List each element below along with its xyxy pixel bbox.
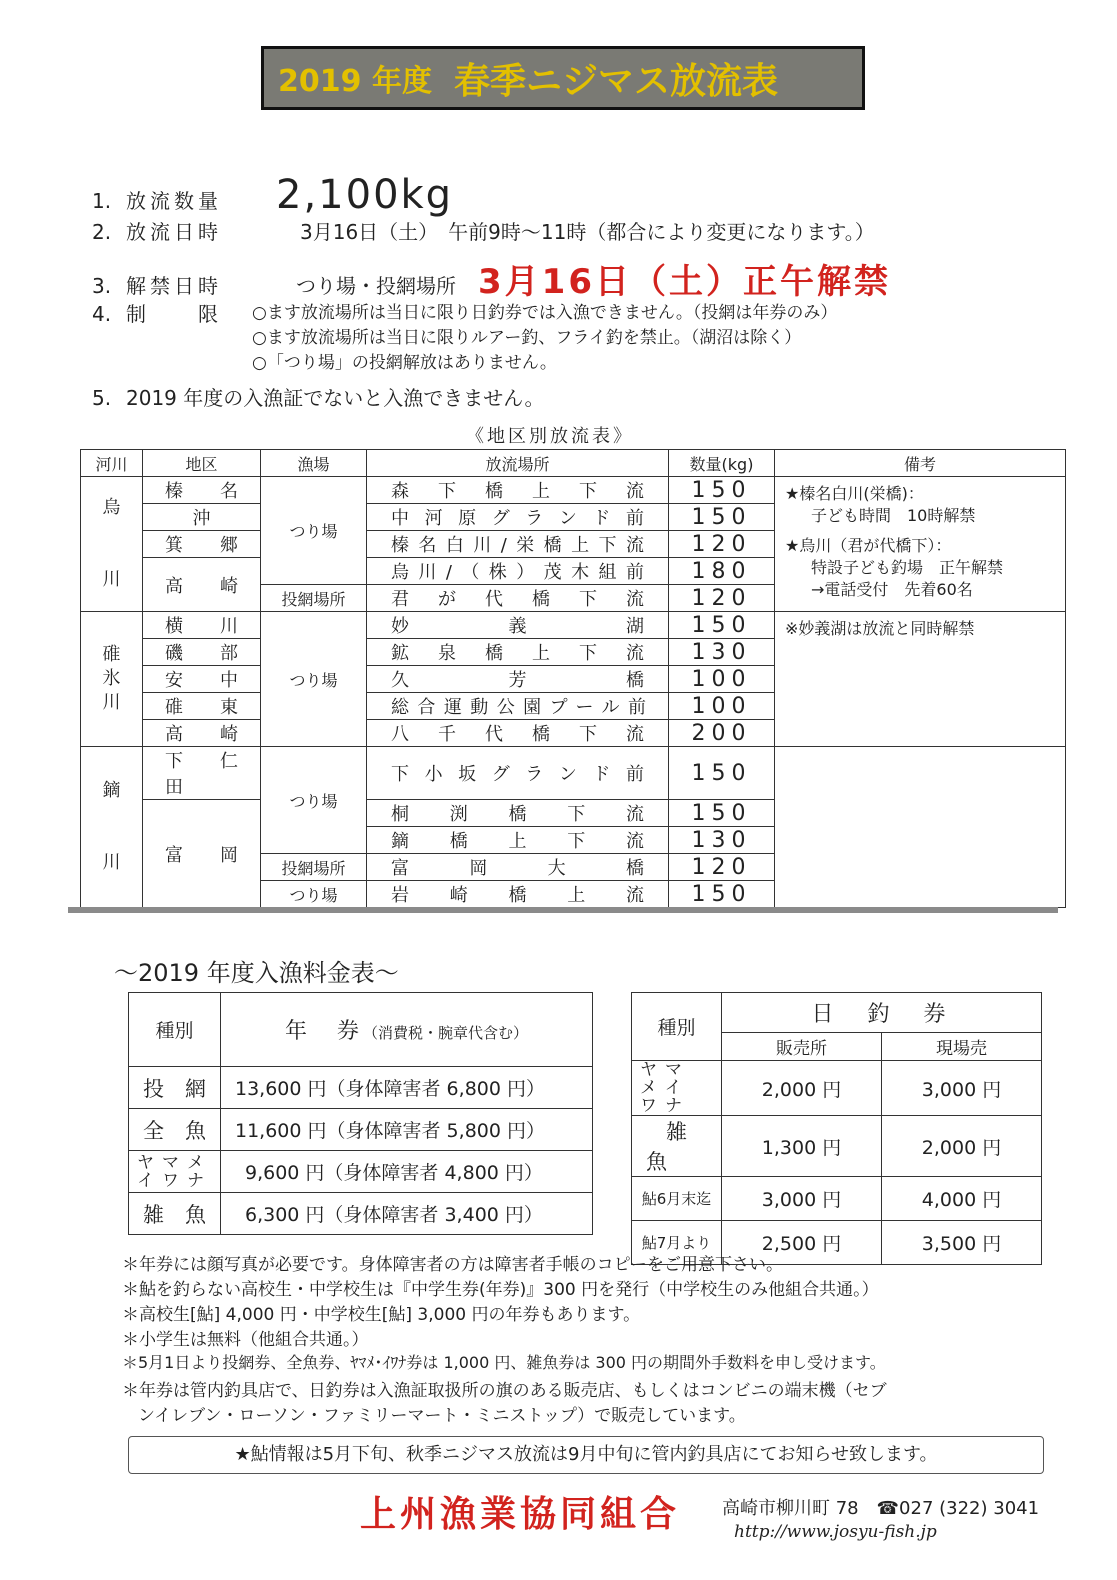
- annual-price: 11,600 円（身体障害者 5,800 円）: [221, 1109, 593, 1151]
- annual-price: 9,600 円（身体障害者 4,800 円）: [221, 1151, 593, 1193]
- table-header-row: [81, 450, 1066, 477]
- table-header-row: [632, 993, 1042, 1033]
- place-cell: 烏川/（株）茂木組前: [367, 558, 669, 585]
- district-cell: 箕 郷: [143, 531, 261, 558]
- col-notes: 備考: [775, 450, 1066, 477]
- daily-store-price: 3,000 円: [722, 1177, 882, 1221]
- annual-kind: 投 網: [129, 1067, 221, 1109]
- district-cell: 高 崎: [143, 558, 261, 612]
- district-cell: 高 崎: [143, 720, 261, 747]
- organization-address: 高崎市柳川町 78 ☎027 (322) 3041: [722, 1498, 1040, 1519]
- place-cell: 榛名白川/栄橋上下流: [367, 531, 669, 558]
- annual-fee-table: [128, 992, 593, 1235]
- table-row: [81, 477, 1066, 504]
- place-cell: 岩崎橋上流: [367, 881, 669, 908]
- table-row: [632, 1116, 1042, 1177]
- qty-cell: 150: [669, 477, 775, 504]
- notes-usui: ※妙義湖は放流と同時解禁: [775, 612, 1066, 747]
- daily-store-header: 販売所: [722, 1033, 882, 1061]
- table-row: [81, 747, 1066, 800]
- table-row: [129, 1067, 593, 1109]
- table-row: [632, 1177, 1042, 1221]
- place-cell: 下小坂グランド前: [367, 747, 669, 800]
- daily-kind: 鮎6月末迄: [632, 1177, 722, 1221]
- qty-cell: 120: [669, 531, 775, 558]
- qty-cell: 150: [669, 800, 775, 827]
- district-cell: 磯 部: [143, 639, 261, 666]
- fee-heading: 〜2019 年度入漁料金表〜: [114, 959, 399, 987]
- qty-cell: 130: [669, 827, 775, 854]
- fishing-cell: 投網場所: [261, 585, 367, 612]
- annual-header: 年 券（消費税・腕章代含む）: [221, 993, 593, 1067]
- qty-cell: 150: [669, 881, 775, 908]
- daily-onsite-price: 3,000 円: [882, 1061, 1042, 1116]
- title-year: 2019 年度: [278, 64, 432, 99]
- table-row: [81, 612, 1066, 639]
- daily-onsite-header: 現場売: [882, 1033, 1042, 1061]
- table-header-row: [129, 993, 593, 1067]
- place-cell: 総合運動公園プール前: [367, 693, 669, 720]
- daily-store-price: 2,000 円: [722, 1061, 882, 1116]
- place-cell: 桐渕橋下流: [367, 800, 669, 827]
- annual-price: 6,300 円（身体障害者 3,400 円）: [221, 1193, 593, 1235]
- daily-fee-table: [631, 992, 1042, 1265]
- limit-1: ○ます放流場所は当日に限り日釣券では入漁できません。（投網は年券のみ）: [252, 303, 838, 323]
- qty-cell: 150: [669, 504, 775, 531]
- release-table-heading: 《地区別放流表》: [466, 426, 634, 447]
- district-cell: 碓 東: [143, 693, 261, 720]
- daily-kind: 雑 魚: [632, 1116, 722, 1177]
- annual-kind: 雑 魚: [129, 1193, 221, 1235]
- qty-cell: 100: [669, 693, 775, 720]
- daily-kind: 鮎7月より: [632, 1221, 722, 1265]
- place-cell: 八千代橋下流: [367, 720, 669, 747]
- place-cell: 鏑橋上下流: [367, 827, 669, 854]
- river-karasu: 烏 川: [81, 477, 143, 612]
- item-2: 2. 放流日時 3月16日（土） 午前9時〜11時（都合により変更になります。）: [92, 220, 875, 244]
- info-banner: ★鮎情報は5月下旬、秋季ニジマス放流は9月中旬に管内釣具店にてお知らせ致します。: [128, 1436, 1044, 1474]
- col-place: 放流場所: [367, 450, 669, 477]
- title-banner: [261, 46, 865, 110]
- fishing-cell: つり場: [261, 612, 367, 747]
- fishing-cell: つり場: [261, 477, 367, 585]
- organization-name: 上州漁業協同組合: [360, 1494, 681, 1535]
- annual-kind: ヤマメイワナ: [129, 1151, 221, 1193]
- daily-onsite-price: 2,000 円: [882, 1116, 1042, 1177]
- annual-kind: 全 魚: [129, 1109, 221, 1151]
- place-cell: 森下橋上下流: [367, 477, 669, 504]
- daily-kind-header: 種別: [632, 993, 722, 1061]
- daily-onsite-price: 4,000 円: [882, 1177, 1042, 1221]
- release-datetime: 3月16日（土） 午前9時〜11時（都合により変更になります。）: [300, 220, 875, 244]
- qty-cell: 120: [669, 854, 775, 881]
- note-line: ＊鮎を釣らない高校生・中学校生は『中学生券(年券)』300 円を発行（中学校生のみ他組合共通。）: [122, 1280, 879, 1300]
- daily-store-price: 2,500 円: [722, 1221, 882, 1265]
- district-cell: 富 岡: [143, 800, 261, 908]
- col-qty: 数量(kg): [669, 450, 775, 477]
- river-kabura: 鏑 川: [81, 747, 143, 908]
- item-5: 5. 2019 年度の入漁証でないと入漁できません。: [92, 386, 545, 410]
- item-3: 3. 解禁日時 つり場・投網場所 3月16日（土）正午解禁: [92, 262, 891, 302]
- qty-cell: 120: [669, 585, 775, 612]
- col-river: 河川: [81, 450, 143, 477]
- place-cell: 鉱泉橋上下流: [367, 639, 669, 666]
- qty-cell: 150: [669, 747, 775, 800]
- qty-cell: 150: [669, 612, 775, 639]
- col-fishing: 漁場: [261, 450, 367, 477]
- limit-2: ○ます放流場所は当日に限りルアー釣、フライ釣を禁止。（湖沼は除く）: [252, 328, 802, 348]
- fishing-cell: つり場: [261, 747, 367, 854]
- limit-3: ○「つり場」の投網解放はありません。: [252, 353, 557, 373]
- note-line: ンイレブン・ローソン・ファミリーマート・ミニストップ）で販売しています。: [138, 1406, 746, 1426]
- note-line: ＊年券は管内釣具店で、日釣券は入漁証取扱所の旗のある販売店、もしくはコンビニの端末機（セブ: [122, 1381, 887, 1401]
- qty-cell: 200: [669, 720, 775, 747]
- table-row: [129, 1109, 593, 1151]
- note-line: ＊高校生[鮎] 4,000 円・中学校生[鮎] 3,000 円の年券もあります。: [122, 1305, 641, 1325]
- district-cell: 横 川: [143, 612, 261, 639]
- fishing-cell: つり場: [261, 881, 367, 908]
- table-row: [129, 1151, 593, 1193]
- item-1: 1. 放流数量 2,100kg: [92, 172, 454, 218]
- table-row: [632, 1061, 1042, 1116]
- place-cell: 中河原グランド前: [367, 504, 669, 531]
- note-line: ＊5月1日より投網券、全魚券、ﾔﾏﾒ･ｲﾜﾅ券は 1,000 円、雑魚券は 300 円の期間外手数料を申し受けます。: [122, 1353, 886, 1372]
- annual-kind-header: 種別: [129, 993, 221, 1067]
- daily-header: 日 釣 券: [722, 993, 1042, 1033]
- item-4: 4. 制 限: [92, 302, 222, 326]
- note-line: ＊年券には顔写真が必要です。身体障害者の方は障害者手帳のコピーをご用意下さい。: [122, 1255, 783, 1275]
- col-district: 地区: [143, 450, 261, 477]
- release-total: 2,100kg: [276, 172, 454, 218]
- annual-price: 13,600 円（身体障害者 6,800 円）: [221, 1067, 593, 1109]
- river-usui: 碓 氷 川: [81, 612, 143, 747]
- place-cell: 久芳橋: [367, 666, 669, 693]
- place-cell: 妙義湖: [367, 612, 669, 639]
- place-cell: 富岡大橋: [367, 854, 669, 881]
- title-main: 春季ニジマス放流表: [453, 60, 778, 102]
- note-line: ＊小学生は無料（他組合共通。）: [122, 1330, 369, 1350]
- daily-store-price: 1,300 円: [722, 1116, 882, 1177]
- opening-datetime: 3月16日（土）正午解禁: [478, 262, 891, 302]
- qty-cell: 100: [669, 666, 775, 693]
- notes-karasu: ★榛名白川(栄橋)： 子ども時間 10時解禁 ★烏川（君が代橋下）： 特設子ども釣場 正午解禁 →電話受付 先着60名: [775, 477, 1066, 612]
- table-row: [129, 1193, 593, 1235]
- place-cell: 君が代橋下流: [367, 585, 669, 612]
- qty-cell: 130: [669, 639, 775, 666]
- district-cell: 沖: [143, 504, 261, 531]
- qty-cell: 180: [669, 558, 775, 585]
- daily-onsite-price: 3,500 円: [882, 1221, 1042, 1265]
- daily-kind: ヤマメイワナ: [632, 1061, 722, 1116]
- district-cell: 下 仁 田: [143, 747, 261, 800]
- release-table: [80, 449, 1066, 908]
- district-cell: 榛 名: [143, 477, 261, 504]
- notes-kabura: [775, 747, 1066, 908]
- fishing-cell: 投網場所: [261, 854, 367, 881]
- section-divider: [68, 907, 1058, 913]
- district-cell: 安 中: [143, 666, 261, 693]
- organization-url[interactable]: http://www.josyu-fish.jp: [734, 1522, 937, 1542]
